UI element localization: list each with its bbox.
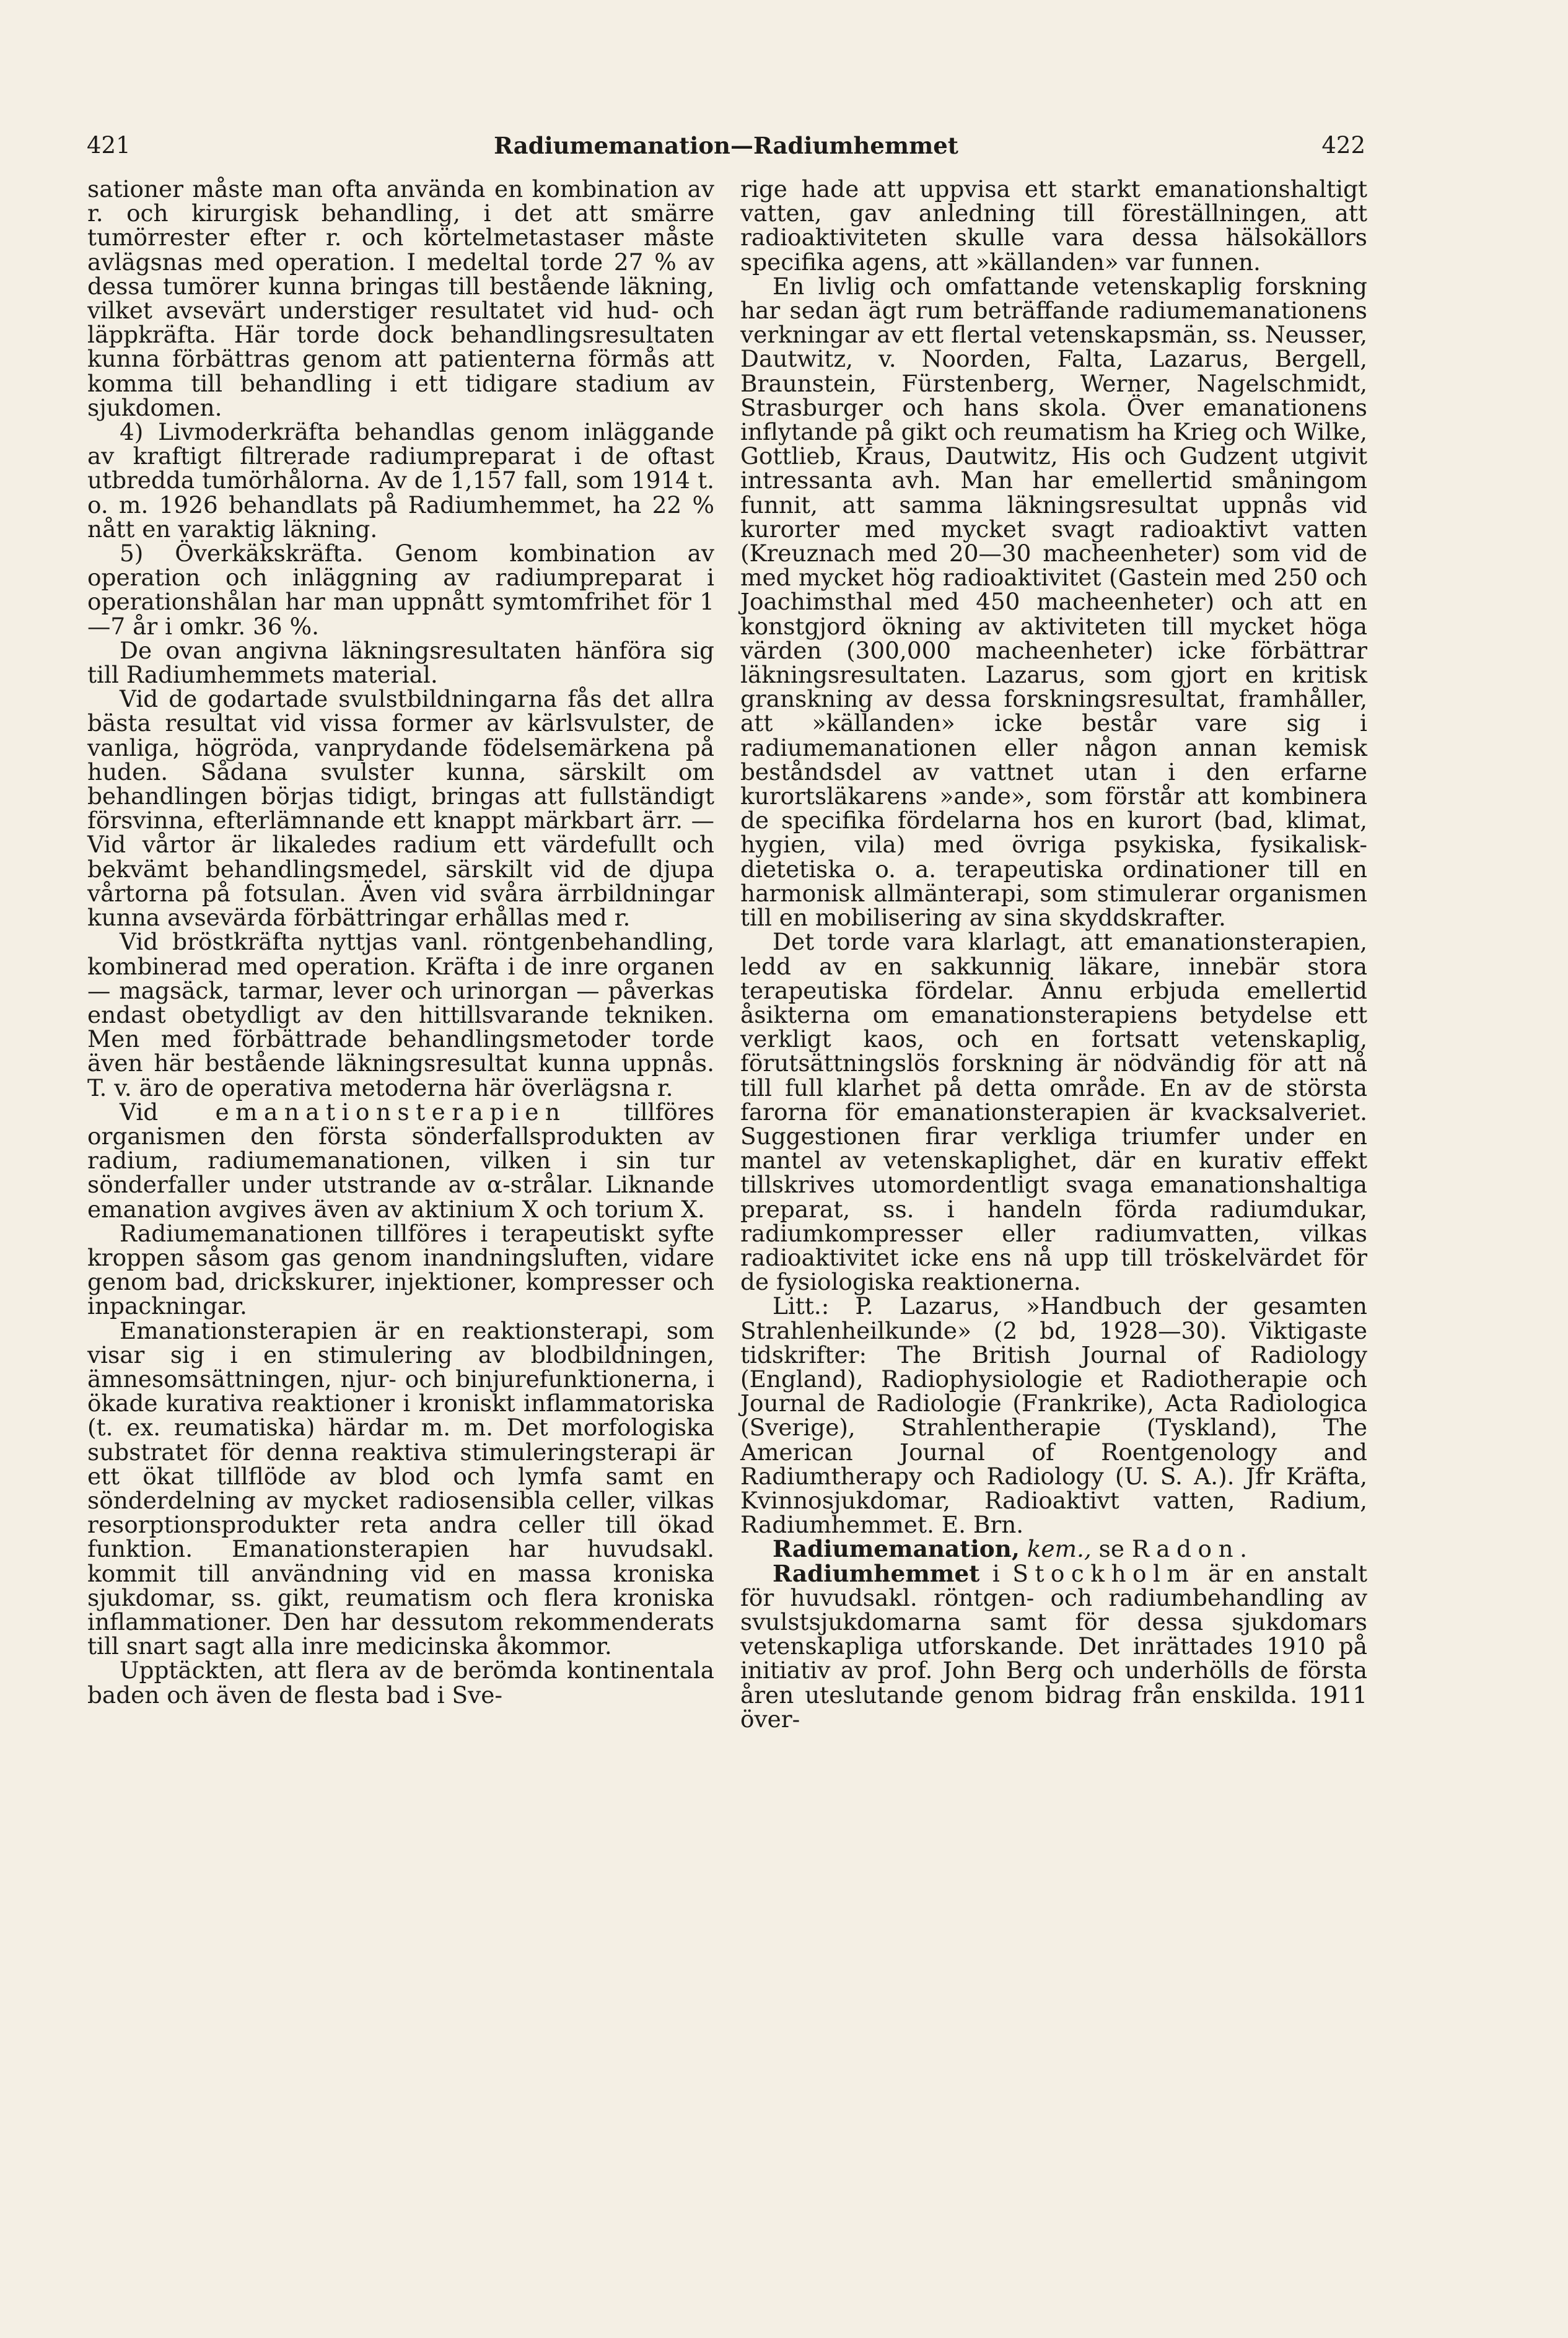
- paragraph: sationer måste man ofta använda en kombination av r. och kirurgisk behandling, i det att smärre tumörrester efter r. och körtelmetastaser måste avlägsnas med operation. I medeltal torde 27 % av dessa tumörer kunna bringas till bestående läkning, vilket avsevärt understiger resultatet vid hud- och läppkräfta. Här torde dock behandlingsresultaten kunna förbättras genom att patienterna förmås att komma till behandling i ett tidigare stadium av sjukdomen.: [87, 175, 714, 421]
- paragraph: De ovan angivna läkningsresultaten hänföra sig till Radiumhemmets material.: [87, 636, 714, 689]
- paragraph: Radiumemanationen tillföres i terapeutiskt syfte kroppen såsom gas genom inandningsluften, vidare genom bad, drickskurer, injektioner, kompresser och inpackningar.: [87, 1219, 714, 1320]
- headword: Radiumhemmet: [773, 1559, 980, 1587]
- text-run: tillföres organismen den första sönderfallsprodukten av radium, radiumemanationen, vilken i sin tur sönderfaller under utstrande av α-strålar. Liknande emanation avgives även av aktinium X och torium X.: [87, 1098, 715, 1223]
- text-run: är en anstalt för huvudsakl. röntgen- och radiumbehandling av svulstsjukdomarna samt för dessa sjukdomars vetenskapliga utforskande. Det inrättades 1910 på initiativ av prof. John Berg och underhölls de första åren uteslutande genom bidrag från enskilda. 1911 över-: [740, 1559, 1367, 1733]
- paragraph: Vid de godartade svulstbildningarna fås det allra bästa resultat vid vissa former av kärlsvulster, de vanliga, högröda, vanprydande födelsemärkena på huden. Sådana svulster kunna, särskilt om behandlingen börjas tidigt, bringas att fullständigt försvinna, efterlämnande ett knappt märkbart ärr. — Vid vårtor är likaledes radium ett värdefullt och bekvämt behandlingsmedel, särskilt vid de djupa vårtorna på fotsulan. Även vid svåra ärrbildningar kunna avsevärda förbättringar erhållas med r.: [87, 685, 714, 932]
- text-run: Vid: [120, 1098, 159, 1126]
- paragraph: rige hade att uppvisa ett starkt emanationshaltigt vatten, gav anledning till föreställningen, att radioaktiviteten skulle vara dessa hälsokällors specifika agens, att »källanden» var funnen.: [740, 175, 1367, 276]
- emanation-paragraph: [87, 1100, 714, 1222]
- entry-radiumhemmet: [740, 1559, 1367, 1733]
- cross-reference: Radon.: [1131, 1535, 1254, 1563]
- subject-label: kem.,: [1027, 1535, 1092, 1563]
- text-run: se: [1098, 1535, 1124, 1563]
- spaced-place: Stockholm: [1012, 1559, 1196, 1587]
- paragraph: En livlig och omfattande vetenskaplig forskning har sedan ägt rum beträffande radiumemanationens verkningar av ett flertal vetenskapsmän, ss. Neusser, Dautwitz, v. Noorden, Falta, Lazarus, Bergell, Braunstein, Fürstenberg, Werner, Nagelschmidt, Strasburger och hans skola. Över emanationens inflytande på gikt och reumatism ha Krieg och Wilke, Gottlieb, Kraus, Dautwitz, His och Gudzent utgivit intressanta avh. Man har emellertid småningom funnit, att samma läkningsresultat uppnås vid kurorter med mycket svagt radioaktivt vatten (Kreuznach med 20—30 macheenheter) som vid de med mycket hög radioaktivitet (Gastein med 250 och Joachimsthal med 450 macheenheter) och att en konstgjord ökning av aktiviteten till mycket höga värden (300,000 macheenheter) icke förbättrar läkningsresultaten. Lazarus, som gjort en kritisk granskning av dessa forskningsresultat, framhåller, att »källanden» icke består vare sig i radiumemanationen eller någon annan kemisk beståndsdel av vattnet utan i den erfarne kurortsläkarens »ande», som förstår att kombinera de specifika fördelarna hos en kurort (bad, klimat, hygien, vila) med övriga psykiska, fysikalisk-dietetiska o. a. terapeutiska ordinationer till en harmonisk allmänterapi, som stimulerar organismen till en mobilisering av sina skyddskrafter.: [740, 272, 1367, 932]
- running-header: [87, 127, 1365, 164]
- page-number-left: 421: [87, 132, 131, 159]
- spaced-term: emanationsterapien: [215, 1098, 567, 1126]
- paragraph: 4) Livmoderkräfta behandlas genom inläggande av kraftigt filtrerade radiumpreparat i de oftast utbredda tumörhålorna. Av de 1,157 fall, som 1914 t. o. m. 1926 behandlats på Radiumhemmet, ha 22 % nått en varaktig läkning.: [87, 418, 714, 543]
- paragraph: Det torde vara klarlagt, att emanationsterapien, ledd av en sakkunnig läkare, innebär stora terapeutiska fördelar. Ännu erbjuda emellertid åsikterna om emanationsterapiens betydelse ett verkligt kaos, och en fortsatt vetenskaplig, förutsättningslös forskning är nödvändig för att nå till full klarhet på detta område. En av de största farorna för emanationsterapien är kvacksalveriet. Suggestionen firar verkliga triumfer under en mantel av vetenskaplighet, där en kurativ effekt tillskrives utomordentligt svaga emanationshaltiga preparat, ss. i handeln förda radiumdukar, radiumkompresser eller radiumvatten, vilkas radioaktivitet icke ens nå upp till tröskelvärdet för de fysiologiska reaktionerna.: [740, 928, 1367, 1296]
- right-column: [740, 177, 1367, 1732]
- paragraph: Vid bröstkräfta nyttjas vanl. röntgenbehandling, kombinerad med operation. Kräfta i de inre organen — magsäck, tarmar, lever och urinorgan — påverkas endast obetydligt av den hittillsvarande tekniken. Men med förbättrade behandlingsmetoder torde även här bestående läkningsresultat kunna uppnås. T. v. äro de operativa metoderna här överlägsna r.: [87, 928, 714, 1101]
- paragraph: Upptäckten, att flera av de berömda kontinentala baden och även de flesta bad i Sve-: [87, 1657, 714, 1709]
- page-number-right: 422: [1321, 132, 1365, 159]
- headword: Radiumemanation,: [773, 1535, 1020, 1563]
- running-title: Radiumemanation—Radiumhemmet: [494, 132, 958, 159]
- paragraph: Litt.: P. Lazarus, »Handbuch der gesamten Strahlenheilkunde» (2 bd, 1928—30). Viktigaste tidskrifter: The British Journal of Radiology (England), Radiophysiologie et Radiotherapie och Journal de Radiologie (Frankrike), Acta Radiologica (Sverige), Strahlentherapie (Tyskland), The American Journal of Roentgenology and Radiumtherapy och Radiology (U. S. A.). Jfr Kräfta, Kvinnosjukdomar, Radioaktivt vatten, Radium, Radiumhemmet. E. Brn.: [740, 1292, 1367, 1539]
- paragraph: 5) Överkäkskräfta. Genom kombination av operation och inläggning av radiumpreparat i operationshålan har man uppnått symtomfrihet för 1—7 år i omkr. 36 %.: [87, 540, 714, 640]
- text-run: i: [992, 1559, 1000, 1587]
- paragraph: Emanationsterapien är en reaktionsterapi, som visar sig i en stimulering av blodbildningen, ämnesomsättningen, njur- och binjurefunktionerna, i ökade kurativa reaktioner i kroniskt inflammatoriska (t. ex. reumatiska) härdar m. m. Det morfologiska substratet för denna reaktiva stimuleringsterapi är ett ökat tillflöde av blod och lymfa samt en sönderdelning av mycket radiosensibla celler, vilkas resorptionsprodukter reta andra celler till ökad funktion. Emanationsterapien har huvudsakl. kommit till användning vid en massa kroniska sjukdomar, ss. gikt, reumatism och flera kroniska inflammationer. Den har dessutom rekommenderats till snart sagt alla inre medicinska åkommor.: [87, 1316, 714, 1660]
- left-column: [87, 177, 714, 1707]
- entry-radiumemanation: [740, 1537, 1367, 1561]
